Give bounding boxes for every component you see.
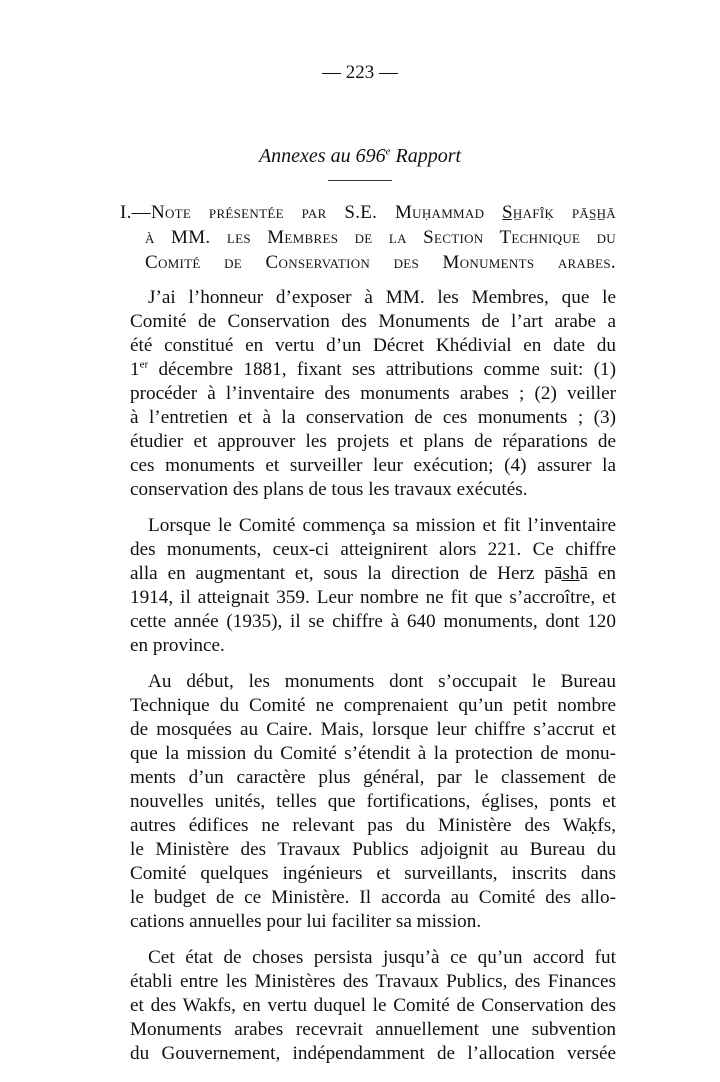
page-number: — 223 — (322, 62, 398, 83)
section-heading (0, 145, 720, 168)
text-line: étudier et approuver les projets et plans de réparations de (130, 431, 616, 452)
text-line: procéder à l’inventaire des monuments arabes ; (2) veiller (130, 383, 616, 404)
paragraph (130, 514, 616, 658)
text-line: 1er décembre 1881, fixant ses attributions comme suit: (1) (130, 358, 616, 380)
text-line: et des Wakfs, en vertu duquel le Comité de Conservation des (130, 995, 616, 1016)
text-line: ces monuments et surveiller leur exécution; (4) assurer la (130, 455, 616, 476)
text-line: cette année (1935), il se chiffre à 640 monuments, dont 120 (130, 611, 616, 632)
text-line: 1914, il atteignait 359. Leur nombre ne fit que s’accroître, et (130, 587, 616, 608)
paragraph (130, 286, 616, 502)
title-line: Comité de Conservation des Monuments arabes. (145, 252, 616, 273)
text-line: Monuments arabes recevrait annuellement une subvention (130, 1019, 616, 1040)
paragraph (130, 670, 616, 934)
text-line: conservation des plans de tous les travaux exécutés. (130, 479, 528, 500)
text-line: en province. (130, 635, 225, 656)
text-line: Technique du Comité ne comprenaient qu’un petit nombre (130, 695, 616, 716)
heading-text: Annexes au 696 (258, 145, 386, 167)
text-line: alla en augmentant et, sous la direction de Herz pās̲h̲ā en (130, 563, 616, 584)
note-title (120, 200, 616, 275)
text-line: des monuments, ceux-ci atteignirent alors 221. Ce chiffre (130, 539, 616, 560)
title-line: à MM. les Membres de la Section Technique du (145, 227, 616, 248)
heading-rule (328, 180, 392, 181)
heading-superscript: e (385, 145, 391, 158)
body-text (130, 286, 616, 1078)
text-line: le Ministère des Travaux Publics adjoignit au Bureau du (130, 839, 616, 860)
text-line: Comité quelques ingénieurs et surveillants, inscrits dans (130, 863, 616, 884)
text-line: de mosquées au Caire. Mais, lorsque leur chiffre s’accrut et (130, 719, 616, 740)
text-line: à l’entretien et à la conservation de ces monuments ; (3) (130, 407, 616, 428)
text-line: été constitué en vertu d’un Décret Khédivial en date du (130, 335, 616, 356)
text-line: Cet état de choses persista jusqu’à ce qu’un accord fut (148, 947, 616, 968)
text-line: du Gouvernement, indépendamment de l’allocation versée (130, 1043, 616, 1064)
text-line: nouvelles unités, telles que fortifications, églises, ponts et (130, 791, 616, 812)
text-line: Comité de Conservation des Monuments de l’art arabe a (130, 311, 616, 332)
text-line: que la mission du Comité s’étendit à la protection de monu- (130, 743, 616, 764)
text-line: Au début, les monuments dont s’occupait le Bureau (148, 671, 616, 692)
text-line: cations annuelles pour lui faciliter sa mission. (130, 911, 482, 932)
text-line: J’ai l’honneur d’exposer à MM. les Membres, que le (148, 287, 616, 308)
paragraph (130, 946, 616, 1066)
title-line: I.—Note présentée par S.E. Muḥammad S̲h̲afîḳ pās̲h̲ā (120, 202, 616, 223)
text-line: le budget de ce Ministère. Il accorda au Comité des allo- (130, 887, 616, 908)
heading-text-rest: Rapport (390, 145, 462, 167)
text-line: Lorsque le Comité commença sa mission et fit l’inventaire (148, 515, 616, 536)
text-line: établi entre les Ministères des Travaux Publics, des Finances (130, 971, 616, 992)
text-line: ments d’un caractère plus général, par le classement de (130, 767, 616, 788)
text-line: autres édifices ne relevant pas du Ministère des Waḳfs, (130, 815, 616, 836)
